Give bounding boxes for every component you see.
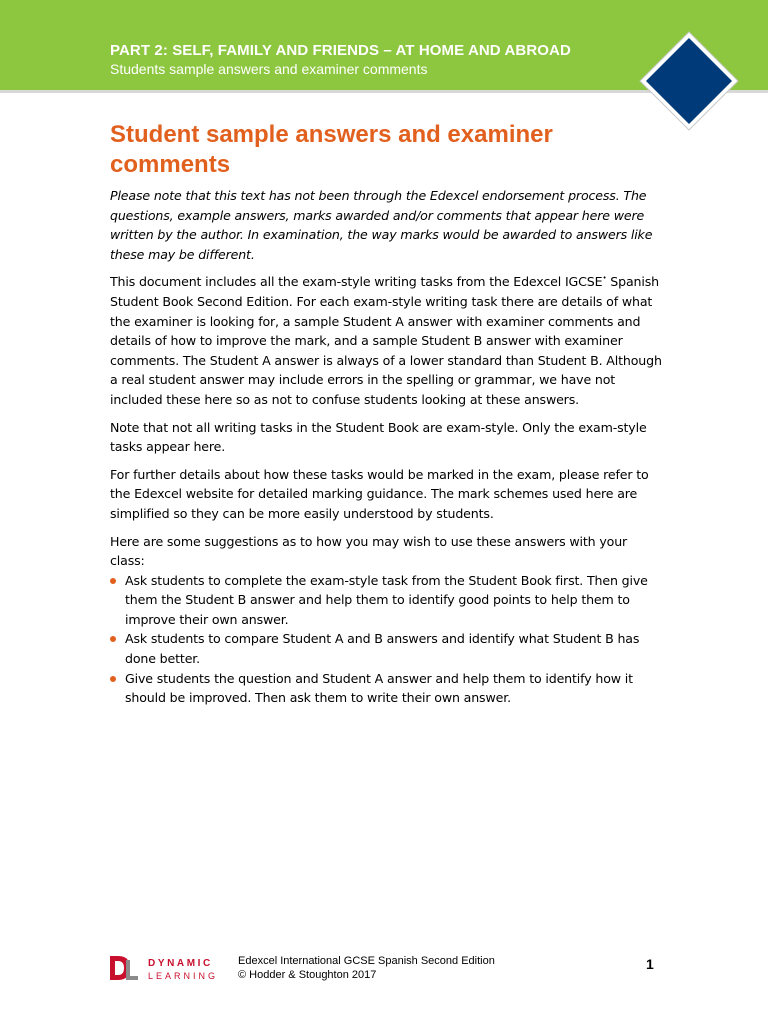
bullet-icon [110, 578, 116, 584]
list-item-text: Give students the question and Student A answer and help them to identify how it should be improved. Then ask them to write their own answer. [125, 670, 633, 706]
suggestions-list [110, 571, 662, 708]
disclaimer-paragraph: Please note that this text has not been through the Edexcel endorsement process. The questions, example answers, marks awarded and/or comments that appear here were written by the author. In examination, the way marks would be awarded to answers like these may be different. [110, 188, 653, 262]
list-item-text: Ask students to compare Student A and B answers and identify what Student B has done better. [125, 631, 640, 667]
header-subtitle: Students sample answers and examiner comments [110, 61, 428, 77]
bullet-icon [110, 636, 116, 642]
note-paragraph: Note that not all writing tasks in the Student Book are exam-style. Only the exam-style tasks appear here. [110, 419, 647, 455]
content-area [110, 120, 662, 708]
bullet-icon [110, 676, 116, 682]
list-item [110, 571, 662, 630]
dynamic-learning-logo [108, 952, 226, 984]
intro-superscript: • [602, 274, 607, 283]
further-details-paragraph: For further details about how these tasks would be marked in the exam, please refer to the Edexcel website for detailed marking guidance. The mark schemes used here are simplified so they can be more easily understood by students. [110, 466, 649, 521]
list-item [110, 669, 662, 708]
logo-word-learning: LEARNING [148, 971, 219, 981]
page-title: Student sample answers and examiner comments [110, 121, 553, 178]
footer-copyright: © Hodder & Stoughton 2017 [238, 969, 377, 981]
page-number: 1 [646, 956, 654, 972]
list-item-text: Ask students to complete the exam-style task from the Student Book first. Then give them the Student B answer and help them to identify good points to help them to improve their own answer. [125, 572, 648, 627]
footer-book-title: Edexcel International GCSE Spanish Second Edition [238, 955, 495, 967]
intro-text-part1: This document includes all the exam-style writing tasks from the Edexcel IGCSE [110, 274, 603, 290]
intro-paragraph [110, 272, 662, 409]
list-item [110, 629, 662, 668]
suggestions-intro: Here are some suggestions as to how you may wish to use these answers with your class: [110, 533, 628, 569]
header-title: PART 2: SELF, FAMILY AND FRIENDS – AT HOME AND ABROAD [110, 42, 571, 59]
logo-word-dynamic: DYNAMIC [148, 958, 213, 969]
intro-text-part2: Spanish Student Book Second Edition. For each exam-style writing task there are details of what the examiner is looking for, a sample Student A answer with examiner comments and details of how to improve the mark, and a sample Student B answer with examiner comments. The Student A answer is always of a lower standard than Student B. Although a real student answer may include errors in the spelling or grammar, we have not included these here so as not to confuse students looking at these answers. [110, 274, 662, 407]
footer-credits [238, 954, 495, 982]
